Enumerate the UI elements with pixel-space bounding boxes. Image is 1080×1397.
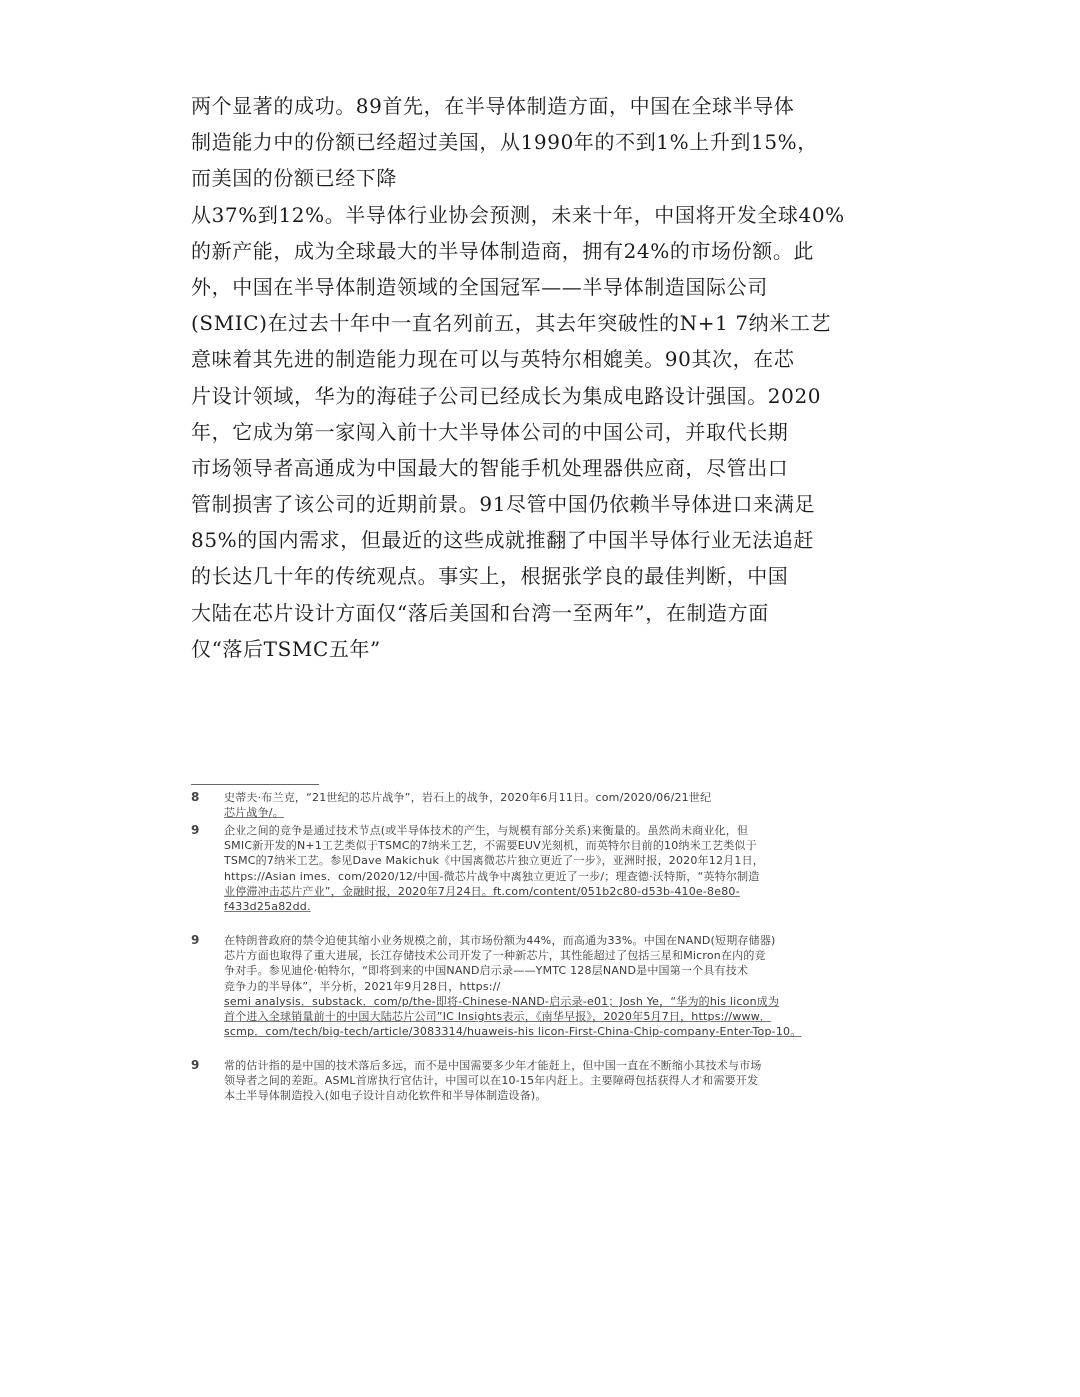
footnote-text xyxy=(224,1058,839,1104)
footnote-number: 9 xyxy=(191,823,200,837)
footnote-link-line[interactable]: 业停滞冲击芯片产业”，金融时报，2020年7月24日。ft.com/content/051b2c80-d53b-410e-8e80- xyxy=(224,884,740,898)
body-line: 的新产能，成为全球最大的半导体制造商，拥有24%的市场份额。此 xyxy=(191,238,815,263)
footnote-text xyxy=(224,823,839,914)
footnote-link-line[interactable]: f433d25a82dd. xyxy=(224,899,311,913)
footnote-line: SMIC新开发的N+1工艺类似于TSMC的7纳米工艺，不需要EUV光刻机，而英特尔目前的10纳米工艺类似于 xyxy=(224,839,757,853)
body-line: 大陆在芯片设计方面仅“落后美国和台湾一至两年”，在制造方面 xyxy=(191,600,769,625)
footnote-line: 竞争力的半导体”，半分析，2021年9月28日，https:// xyxy=(224,979,501,993)
footnote-link-line[interactable]: 首个进入全球销量前十的中国大陆芯片公司”IC Insights表示，《南华早报》，2020年5月7日，https://www． xyxy=(224,1009,772,1023)
body-line: 制造能力中的份额已经超过美国，从1990年的不到1%上升到15%， xyxy=(191,130,818,155)
footnote-line: 企业之间的竞争是通过技术节点(或半导体技术的产生，与规模有部分关系)来衡量的。虽然尚未商业化，但 xyxy=(224,824,749,837)
body-line: 片设计领域，华为的海硅子公司已经成长为集成电路设计强国。2020 xyxy=(191,383,822,408)
body-line: 管制损害了该公司的近期前景。91尽管中国仍依赖半导体进口来满足 xyxy=(191,492,816,517)
footnote-line: 在特朗普政府的禁令迫使其缩小业务规模之前，其市场份额为44%，而高通为33%。中国在NAND(短期存储器) xyxy=(224,934,776,947)
body-line: 的长达几十年的传统观点。事实上，根据张学良的最佳判断，中国 xyxy=(191,564,789,589)
footnote-line: 争对手。参见迪伦·帕特尔，“即将到来的中国NAND启示录——YMTC 128层NAND是中国第一个具有技术 xyxy=(224,964,749,978)
body-line: 外，中国在半导体制造领域的全国冠军——半导体制造国际公司 xyxy=(191,274,768,299)
footnote-line: https://Asian imes．com/2020/12/中国-微芯片战争中离独立更近了一步/；理查德·沃特斯，“英特尔制造 xyxy=(224,869,760,883)
body-line: 市场领导者高通成为中国最大的智能手机处理器供应商，尽管出口 xyxy=(191,455,789,480)
footnote-line: 史蒂夫·布兰克，“21世纪的芯片战争”，岩石上的战争，2020年6月11日。com/2020/06/21世纪 xyxy=(224,791,712,804)
body-line: (SMIC)在过去十年中一直名列前五，其去年突破性的N+1 7纳米工艺 xyxy=(191,311,832,336)
footnote-number: 9 xyxy=(191,1058,200,1072)
body-line: 两个显著的成功。89首先，在半导体制造方面，中国在全球半导体 xyxy=(191,94,795,118)
footnote-number: 9 xyxy=(191,933,200,947)
footnote-link-line[interactable]: semi analysis．substack．com/p/the-即将-Chinese-NAND-启示录-e01；Josh Ye，“华为的his licon成为 xyxy=(224,994,780,1008)
footnote-number: 8 xyxy=(191,790,200,804)
body-line: 85%的国内需求，但最近的这些成就推翻了中国半导体行业无法追赶 xyxy=(191,528,815,553)
footnote-line: 本土半导体制造投入(如电子设计自动化软件和半导体制造设备)。 xyxy=(224,1089,547,1103)
footnote-separator xyxy=(191,784,319,785)
footnote-text xyxy=(224,933,839,1039)
body-line: 仅“落后TSMC五年” xyxy=(191,636,381,661)
footnote-line: TSMC的7纳米工艺。参见Dave Makichuk《中国离微芯片独立更近了一步》，亚洲时报，2020年12月1日， xyxy=(224,854,764,868)
body-line: 而美国的份额已经下降 xyxy=(191,166,397,191)
footnote-line: 领导者之间的差距。ASML首席执行官估计，中国可以在10-15年内赶上。主要障碍包括获得人才和需要开发 xyxy=(224,1074,759,1088)
body-text xyxy=(191,88,851,667)
footnote-line: 芯片方面也取得了重大进展，长江存储技术公司开发了一种新芯片，其性能超过了包括三星和Micron在内的竞 xyxy=(224,949,766,963)
footnote-line: 常的估计指的是中国的技术落后多远，而不是中国需要多少年才能赶上，但中国一直在不断缩小其技术与市场 xyxy=(224,1059,762,1072)
footnote-text xyxy=(224,790,839,820)
body-line: 从37%到12%。半导体行业协会预测，未来十年，中国将开发全球40% xyxy=(191,202,845,227)
footnote-link-line[interactable]: scmp．com/tech/big-tech/article/3083314/huaweis-his licon-First-China-Chip-company-Enter-Top-10。 xyxy=(224,1025,802,1039)
footnote-link-line[interactable]: 芯片战争/。 xyxy=(224,806,284,820)
body-line: 意味着其先进的制造能力现在可以与英特尔相媲美。90其次，在芯 xyxy=(191,347,795,372)
body-line: 年，它成为第一家闯入前十大半导体公司的中国公司，并取代长期 xyxy=(191,419,789,444)
